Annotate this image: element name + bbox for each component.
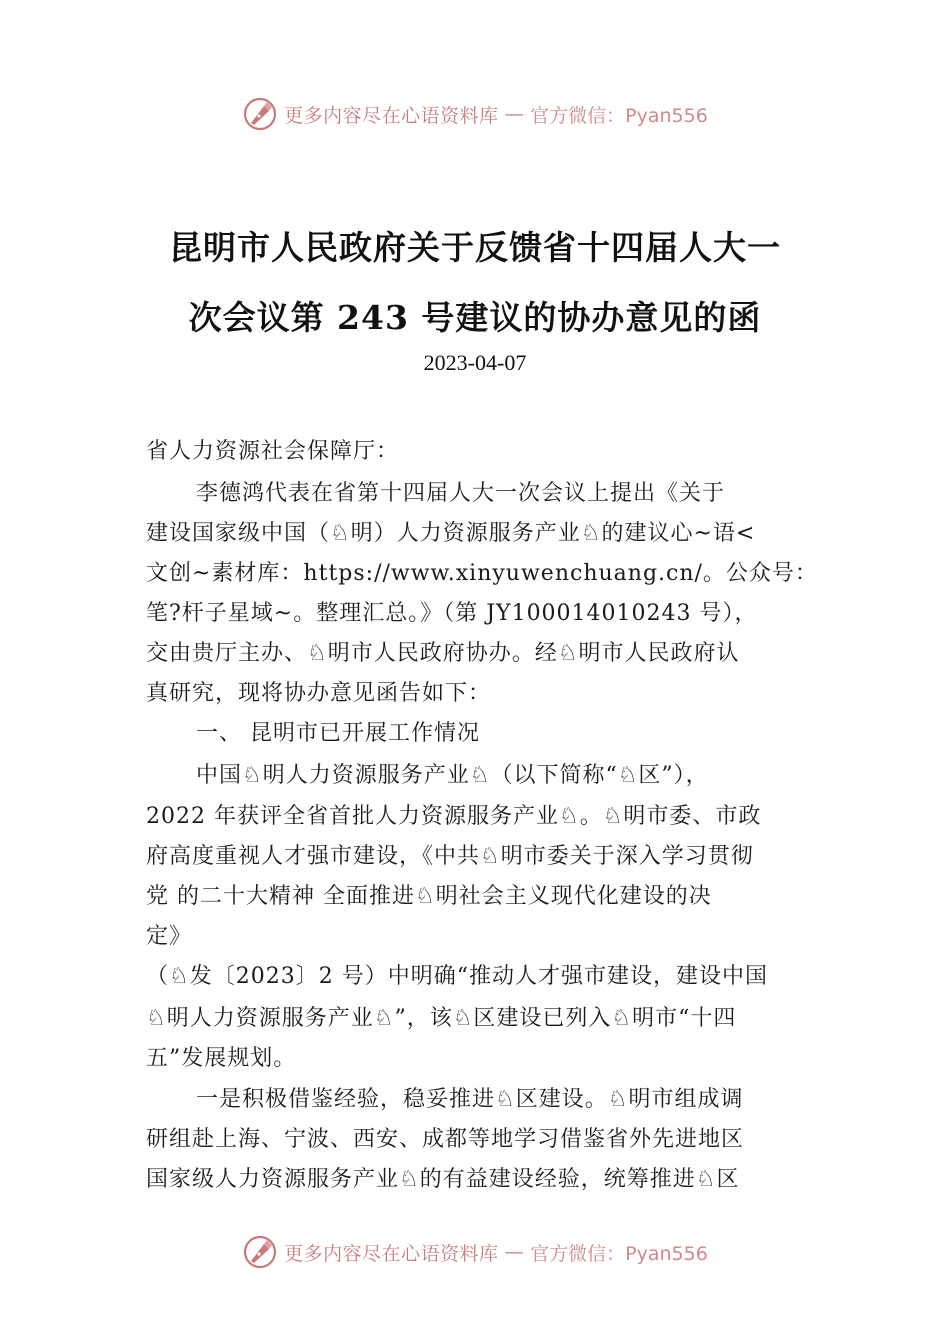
- header-watermark: [0, 94, 950, 134]
- watermark-wechat: 官方微信：Pyan556: [530, 1242, 708, 1265]
- watermark-dash: —: [504, 103, 525, 125]
- watermark-text: 更多内容尽在心语资料库: [284, 1242, 499, 1265]
- body-line: 2022 年获评全省首批人力资源服务产业♘。♘明市委、市政: [146, 804, 762, 829]
- body-line: 笔?杆子星域~。整理汇总。》（第 JY100014010243 号），: [146, 601, 758, 626]
- body-line: （♘发〔2023〕2 号）中明确“推动人才强市建设，建设中国: [146, 964, 768, 989]
- body-line: 府高度重视人才强市建设，《中共♘明市委关于深入学习贯彻: [146, 844, 754, 869]
- watermark-wechat: 官方微信：Pyan556: [530, 104, 708, 127]
- body-line: 中国♘明人力资源服务产业♘（以下简称“♘区”），: [196, 763, 709, 788]
- body-line: 建设国家级中国（♘明）人力资源服务产业♘的建议心~语<: [146, 521, 756, 546]
- watermark-dash: —: [504, 1241, 525, 1263]
- watermark-text: 更多内容尽在心语资料库: [284, 104, 499, 127]
- body-line: 李德鸿代表在省第十四届人大一次会议上提出《关于: [196, 481, 726, 506]
- footer-watermark: [0, 1232, 950, 1272]
- body-line: 五”发展规划。: [146, 1046, 297, 1071]
- body-line: 研组赴上海、宁波、西安、成都等地学习借鉴省外先进地区: [146, 1127, 745, 1152]
- pen-nib-logo-icon: [242, 96, 278, 132]
- body-line: 文创~素材库：https://www.xinyuwenchuang.cn/。公众号：: [146, 561, 818, 586]
- document-title-line-2: 次会议第 243 号建议的协办意见的函: [188, 298, 762, 337]
- salutation: 省人力资源社会保障厅：: [146, 439, 400, 464]
- body-line: 一是积极借鉴经验，稳妥推进♘区建设。♘明市组成调: [196, 1087, 744, 1112]
- document-title-line-1: 昆明市人民政府关于反馈省十四届人大一: [169, 228, 781, 267]
- body-line: 真研究，现将协办意见函告如下：: [146, 681, 492, 706]
- body-line: 定》: [146, 924, 193, 949]
- body-line: 党 的二十大精神 全面推进♘明社会主义现代化建设的决: [146, 884, 712, 909]
- body-line: 交由贵厅主办、♘明市人民政府协办。经♘明市人民政府认: [146, 641, 740, 666]
- body-line: ♘明人力资源服务产业♘”，该♘区建设已列入♘明市“十四: [146, 1006, 737, 1031]
- section-heading: 一、 昆明市已开展工作情况: [196, 721, 480, 746]
- pen-nib-logo-icon: [242, 1234, 278, 1270]
- document-date: 2023-04-07: [423, 350, 527, 375]
- body-line: 国家级人力资源服务产业♘的有益建设经验，统筹推进♘区: [146, 1167, 740, 1192]
